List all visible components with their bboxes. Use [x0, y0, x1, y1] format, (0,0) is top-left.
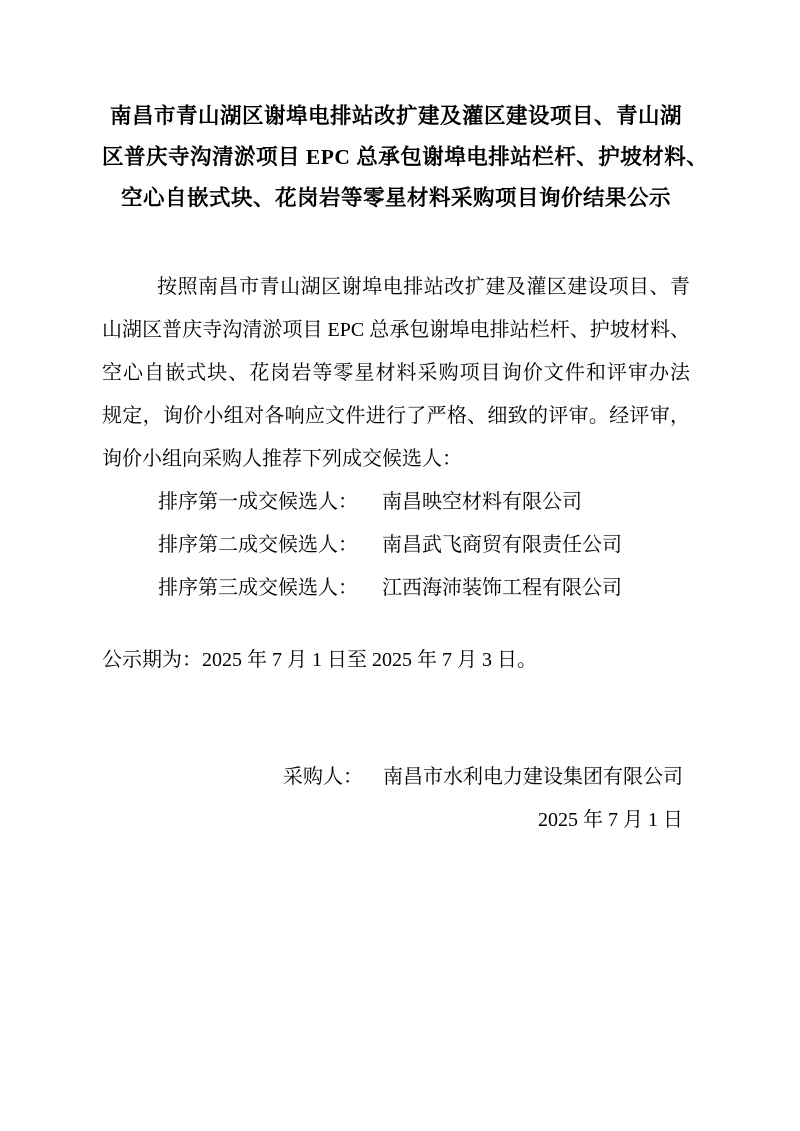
candidate-row-3: [102, 567, 690, 610]
body-line: 按照南昌市青山湖区谢埠电排站改扩建及灌区建设项目、青: [157, 276, 690, 298]
publicity-period: 公示期为：2025 年 7 月 1 日至 2025 年 7 月 3 日。: [102, 649, 537, 671]
candidate-rank-label: 排序第三成交候选人：: [158, 577, 358, 599]
purchaser-line: [102, 756, 690, 799]
candidate-row-1: [102, 481, 690, 524]
body-paragraph: [102, 266, 690, 481]
title-line-2: 区普庆寺沟清淤项目 EPC 总承包谢埠电排站栏杆、护坡材料、: [102, 145, 709, 169]
candidate-rank-label: 排序第一成交候选人：: [158, 491, 358, 513]
candidate-list: [102, 481, 690, 610]
title-line-3: 空心自嵌式块、花岗岩等零星材料采购项目询价结果公示: [120, 186, 671, 210]
candidate-row-2: [102, 524, 690, 567]
document-title: [102, 96, 709, 219]
purchaser-label: 采购人：: [283, 766, 363, 788]
issue-date: 2025 年 7 月 1 日: [538, 809, 683, 831]
purchaser-name: 南昌市水利电力建设集团有限公司: [383, 766, 683, 788]
candidate-company-name: 南昌武飞商贸有限责任公司: [382, 534, 622, 556]
body-line: 山湖区普庆寺沟清淤项目 EPC 总承包谢埠电排站栏杆、护坡材料、: [102, 319, 690, 341]
candidate-company-name: 南昌映空材料有限公司: [382, 491, 582, 513]
body-line: 询价小组向采购人推荐下列成交候选人：: [102, 448, 462, 470]
candidate-rank-label: 排序第二成交候选人：: [158, 534, 358, 556]
body-line: 空心自嵌式块、花岗岩等零星材料采购项目询价文件和评审办法: [102, 362, 690, 384]
candidate-company-name: 江西海沛装饰工程有限公司: [382, 577, 622, 599]
title-line-1: 南昌市青山湖区谢埠电排站改扩建及灌区建设项目、青山湖: [109, 104, 682, 128]
body-line: 规定，询价小组对各响应文件进行了严格、细致的评审。经评审，: [102, 405, 690, 427]
